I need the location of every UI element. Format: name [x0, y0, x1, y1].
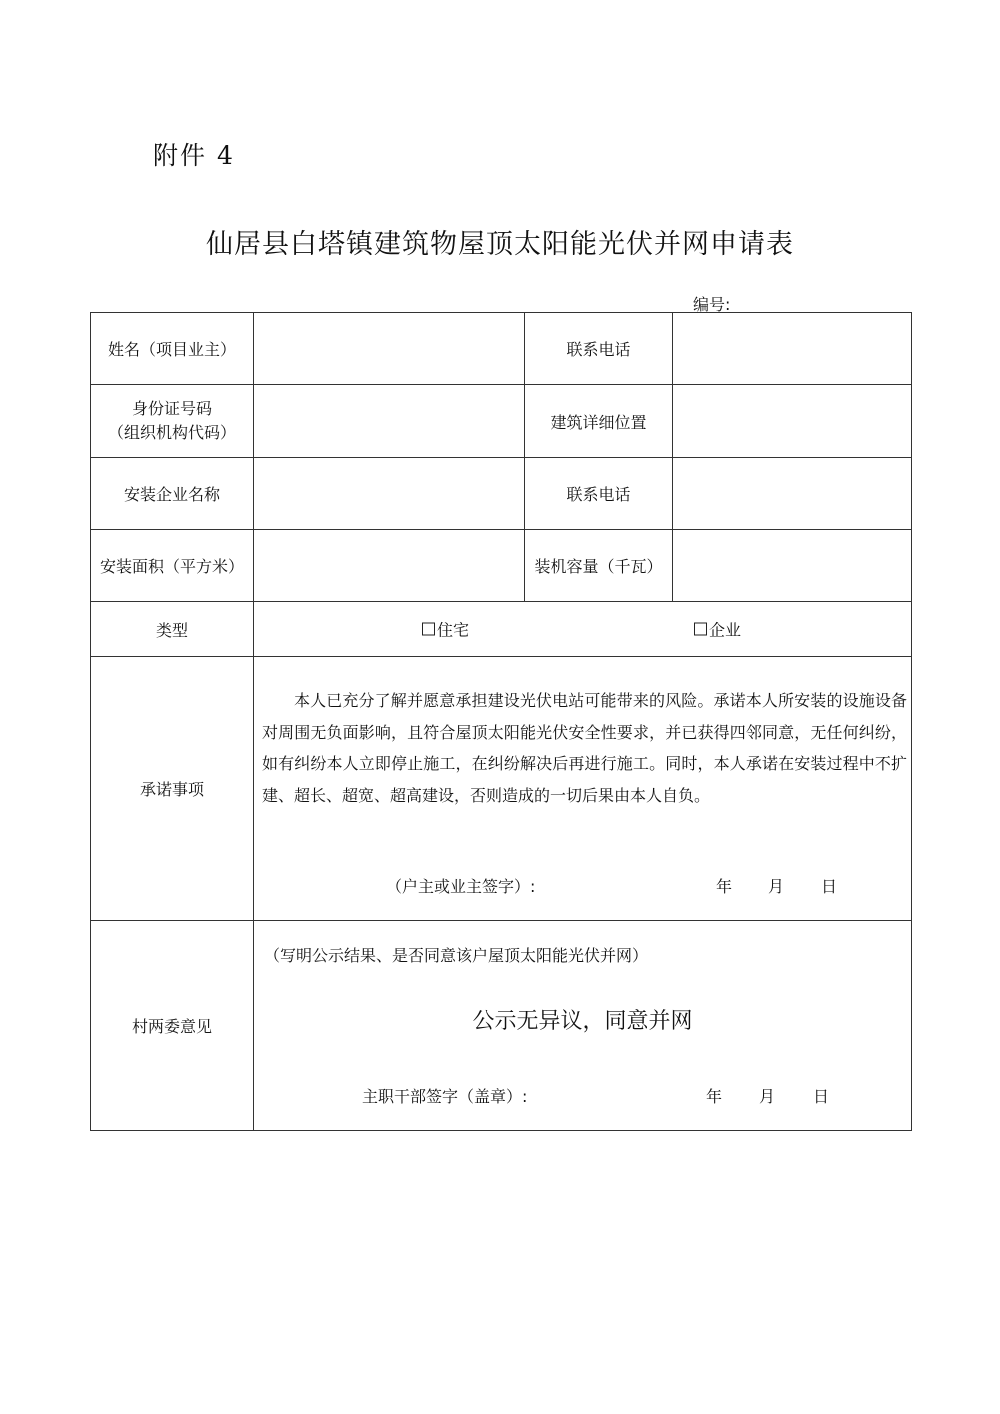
form-row-area — [91, 530, 912, 602]
serial-number-label: 编号: — [693, 295, 731, 314]
residential-option[interactable] — [422, 618, 469, 641]
enterprise-option-label: 企业 — [709, 620, 742, 640]
type-options-cell — [254, 602, 912, 657]
install-company-field[interactable] — [254, 458, 525, 530]
promise-label: 承诺事项 — [91, 657, 254, 921]
company-phone-field[interactable] — [673, 458, 912, 530]
building-location-field[interactable] — [673, 385, 912, 458]
owner-name-field[interactable] — [254, 313, 525, 385]
official-date-month: 月 — [759, 1087, 776, 1106]
residential-option-label: 住宅 — [437, 620, 470, 640]
install-capacity-label: 装机容量（千瓦） — [525, 530, 673, 602]
building-location-label: 建筑详细位置 — [525, 385, 673, 458]
id-number-label: 身份证号码 — [131, 399, 212, 418]
residential-checkbox[interactable] — [422, 623, 435, 636]
owner-name-label: 姓名（项目业主） — [91, 313, 254, 385]
form-row-company — [91, 458, 912, 530]
owner-date-month: 月 — [768, 877, 785, 896]
install-area-field[interactable] — [254, 530, 525, 602]
village-opinion-text: 公示无异议，同意并网 — [472, 1009, 693, 1034]
form-row-promise — [91, 657, 912, 921]
promise-text: 本人已充分了解并愿意承担建设光伏电站可能带来的风险。承诺本人所安装的设施设备对周围无负面影响，且符合屋顶太阳能光伏安全性要求，并已获得四邻同意，无任何纠纷，如有纠纷本人立即停止施工，在纠纷解决后再进行施工。同时，本人承诺在安装过程中不扩建、超长、超宽、超高建设，否则造成的一切后果由本人自负。 — [262, 691, 907, 805]
owner-date-year: 年 — [716, 877, 733, 896]
village-opinion-cell — [254, 921, 912, 1131]
org-code-label: （组织机构代码） — [107, 423, 236, 442]
id-number-label-cell — [91, 385, 254, 458]
enterprise-checkbox[interactable] — [694, 623, 707, 636]
owner-signature-label: （户主或业主签字）: — [386, 877, 536, 896]
attachment-label: 附件 4 — [153, 141, 235, 170]
install-area-label: 安装面积（平方米） — [91, 530, 254, 602]
enterprise-option[interactable] — [694, 618, 741, 641]
official-date-year: 年 — [706, 1087, 723, 1106]
promise-cell — [254, 657, 912, 921]
owner-date-day: 日 — [821, 877, 838, 896]
owner-phone-field[interactable] — [673, 313, 912, 385]
form-row-type — [91, 602, 912, 657]
application-form-table — [90, 312, 912, 1131]
install-capacity-field[interactable] — [673, 530, 912, 602]
owner-phone-label: 联系电话 — [525, 313, 673, 385]
official-signature-label: 主职干部签字（盖章）: — [362, 1087, 528, 1106]
form-row-id — [91, 385, 912, 458]
type-label: 类型 — [91, 602, 254, 657]
form-row-village — [91, 921, 912, 1131]
village-instruction-note: （写明公示结果、是否同意该户屋顶太阳能光伏并网） — [264, 946, 649, 965]
page-title: 仙居县白塔镇建筑物屋顶太阳能光伏并网申请表 — [206, 229, 794, 260]
company-phone-label: 联系电话 — [525, 458, 673, 530]
official-date-day: 日 — [813, 1087, 830, 1106]
id-number-field[interactable] — [254, 385, 525, 458]
village-committee-label: 村两委意见 — [91, 921, 254, 1131]
install-company-label: 安装企业名称 — [91, 458, 254, 530]
form-row-owner — [91, 313, 912, 385]
